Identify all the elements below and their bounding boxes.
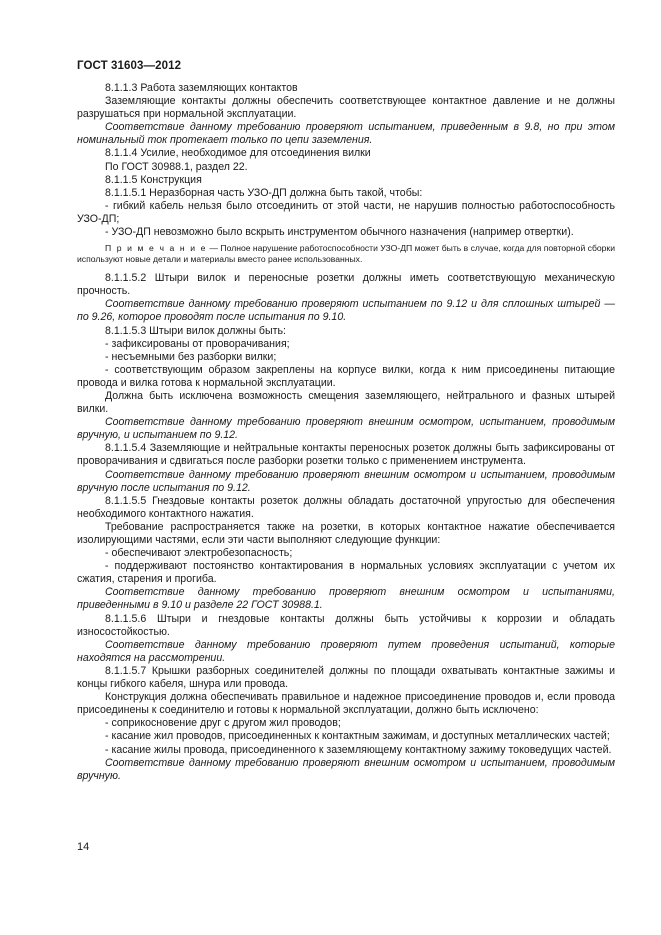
document-body: [77, 82, 615, 783]
document-header: ГОСТ 31603—2012: [77, 60, 182, 72]
paragraph: - несъемными без разборки вилки;: [105, 350, 277, 363]
note: [77, 243, 615, 265]
paragraph: 8.1.1.5.3 Штыри вилок должны быть:: [105, 324, 286, 337]
paragraph: 8.1.1.5.5 Гнездовые контакты розеток должны обладать достаточной упругостью для обеспечения необходимого контактного нажатия.: [77, 494, 615, 520]
compliance-paragraph: Соответствие данному требованию проверяют внешним осмотром, испытанием, проводимым вручную, и испытанием по 9.12.: [77, 416, 615, 442]
paragraph: Конструкция должна обеспечивать правильное и надежное присоединение проводов и, если провода присоединены к соединителю и готовы к нормальной эксплуатации, должно быть исключено:: [77, 691, 615, 717]
paragraph: 8.1.1.5.2 Штыри вилок и переносные розетки должны иметь соответствующую механическую прочность.: [77, 272, 615, 298]
paragraph: 8.1.1.3 Работа заземляющих контактов: [105, 82, 298, 94]
section-block-1: [77, 82, 615, 239]
note-label: П р и м е ч а н и е: [105, 243, 208, 254]
paragraph: - касание жил проводов, присоединенных к контактным зажимам, и доступных металлических частей;: [105, 730, 610, 743]
section-block-2: [77, 272, 615, 783]
paragraph: 8.1.1.5.4 Заземляющие и нейтральные контакты переносных розеток должны быть зафиксированы от проворачивания и сдвигаться после разборки розетки только с применением инструмента.: [77, 442, 615, 468]
paragraph: По ГОСТ 30988.1, раздел 22.: [105, 160, 248, 173]
paragraph: 8.1.1.5.7 Крышки разборных соединителей должны по площади охватывать контактные зажимы и концы гибкого кабеля, шнура или провода.: [77, 664, 615, 691]
note-text: — Полное нарушение работоспособности УЗО-ДП может быть в случае, когда для повторной сборки используют новые детали и материалы вместо ранее использованных.: [77, 243, 615, 265]
paragraph: - касание жилы провода, присоединенного к заземляющему контактному зажиму токоведущих частей.: [105, 743, 612, 756]
paragraph: 8.1.1.5.1 Неразборная часть УЗО-ДП должна быть такой, чтобы:: [105, 186, 423, 199]
paragraph: - гибкий кабель нельзя было отсоединить от этой части, не нарушив полностью работоспособность УЗО-ДП;: [77, 199, 615, 225]
paragraph: Должна быть исключена возможность смещения заземляющего, нейтрального и фазных штырей вилки.: [77, 389, 615, 416]
paragraph: - поддерживают постоянство контактирования в нормальных условиях эксплуатации с учетом их сжатия, старения и прогиба.: [77, 560, 615, 586]
paragraph: Требование распространяется также на розетки, в которых контактное нажатие обеспечивается изолирующими частями, если эти части выполняют следующие функции:: [77, 520, 615, 546]
paragraph: 8.1.1.5 Конструкция: [105, 173, 202, 186]
paragraph: 8.1.1.4 Усилие, необходимое для отсоединения вилки: [105, 147, 371, 160]
compliance-paragraph: Соответствие данному требованию проверяют испытанием, приведенным в 9.8, но при этом номинальный ток протекает только по цепи заземления.: [77, 121, 615, 147]
paragraph: 8.1.1.5.6 Штыри и гнездовые контакты должны быть устойчивы к коррозии и обладать износостойкостью.: [77, 612, 615, 638]
compliance-paragraph: Соответствие данному требованию проверяют внешним осмотром и испытанием, проводимым вручную после испытания по 9.12.: [77, 468, 615, 494]
compliance-paragraph: Соответствие данному требованию проверяют путем проведения испытаний, которые находятся на рассмотрении.: [77, 638, 615, 664]
paragraph: - зафиксированы от проворачивания;: [105, 337, 290, 350]
paragraph: Заземляющие контакты должны обеспечить соответствующее контактное давление и не должны разрушаться при нормальной эксплуатации.: [77, 95, 615, 121]
page-number: 14: [77, 841, 90, 853]
paragraph: - соприкосновение друг с другом жил проводов;: [105, 717, 341, 730]
compliance-paragraph: Соответствие данному требованию проверяют внешним осмотром и испытанием, проводимым вручную.: [77, 756, 615, 782]
paragraph: - обеспечивают электробезопасность;: [105, 547, 293, 560]
compliance-paragraph: Соответствие данному требованию проверяют испытанием по 9.12 и для сплошных штырей — по 9.26, которое проводят после испытания по 9.10.: [77, 298, 615, 324]
paragraph: - соответствующим образом закреплены на корпусе вилки, когда к ним присоединены питающие провода и вилка готова к нормальной эксплуатации.: [77, 363, 615, 389]
compliance-paragraph: Соответствие данному требованию проверяют внешним осмотром и испытаниями, приведенными в 9.10 и разделе 22 ГОСТ 30988.1.: [77, 586, 615, 612]
paragraph: - УЗО-ДП невозможно было вскрыть инструментом обычного назначения (например отвертки).: [105, 226, 574, 239]
